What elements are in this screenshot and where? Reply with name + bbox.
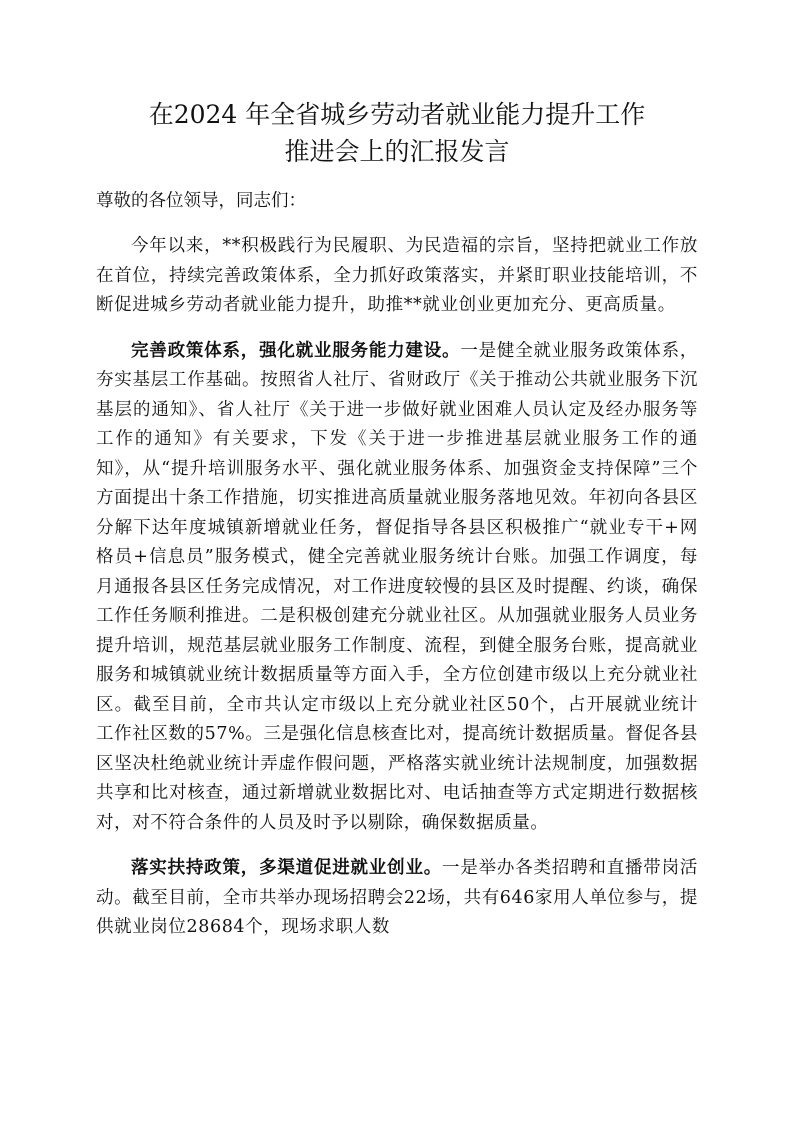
document-title — [96, 96, 698, 170]
salutation: 尊敬的各位领导，同志们： — [96, 191, 306, 211]
paragraph-intro — [96, 232, 698, 321]
paragraph-text: 一是举办各类招聘和直播带岗活动。截至目前，全市共举办现场招聘会22场，共有646家用人单位参与，提供就业岗位28684个，现场求职人数 — [96, 858, 698, 937]
title-line-2: 推进会上的汇报发言 — [284, 137, 510, 166]
title-line-1: 在2024 年全省城乡劳动者就业能力提升工作 — [148, 100, 646, 129]
paragraph-lead: 落实扶持政策，多渠道促进就业创业。 — [131, 858, 443, 878]
document-page — [96, 96, 698, 959]
paragraph-policy-system — [96, 337, 698, 839]
paragraph-support-policy — [96, 854, 698, 943]
paragraph-text: 今年以来，**积极践行为民履职、为民造福的宗旨，坚持把就业工作放在首位，持续完善政策体系，全力抓好政策落实，并紧盯职业技能培训，不断促进城乡劳动者就业能力提升，助推**就业创业更加充分、更高质量。 — [96, 236, 698, 315]
paragraph-text: 一是健全就业服务政策体系，夯实基层工作基础。按照省人社厅、省财政厅《关于推动公共就业服务下沉基层的通知》、省人社厅《关于进一步做好就业困难人员认定及经办服务等工作的通知》有关要求，下发《关于进一步推进基层就业服务工作的通知》，从“提升培训服务水平、强化就业服务体系、加强资金支持保障”三个方面提出十条工作措施，切实推进高质量就业服务落地见效。年初向各县区分解下达年度城镇新增就业任务，督促指导各县区积极推广“就业专干+网格员+信息员”服务模式，健全完善就业服务统计台账。加强工作调度，每月通报各县区任务完成情况，对工作进度较慢的县区及时提醒、约谈，确保工作任务顺利推进。二是积极创建充分就业社区。从加强就业服务人员业务提升培训，规范基层就业服务工作制度、流程，到健全服务台账，提高就业服务和城镇就业统计数据质量等方面入手，全方位创建市级以上充分就业社区。截至目前，全市共认定市级以上充分就业社区50个，占开展就业统计工作社区数的57%。三是强化信息核查比对，提高统计数据质量。督促各县区坚决杜绝就业统计弄虚作假问题，严格落实就业统计法规制度，加强数据共享和比对核查，通过新增就业数据比对、电话抽查等方式定期进行数据核对，对不符合条件的人员及时予以剔除，确保数据质量。 — [96, 340, 698, 833]
paragraph-lead: 完善政策体系，强化就业服务能力建设。 — [131, 340, 461, 361]
